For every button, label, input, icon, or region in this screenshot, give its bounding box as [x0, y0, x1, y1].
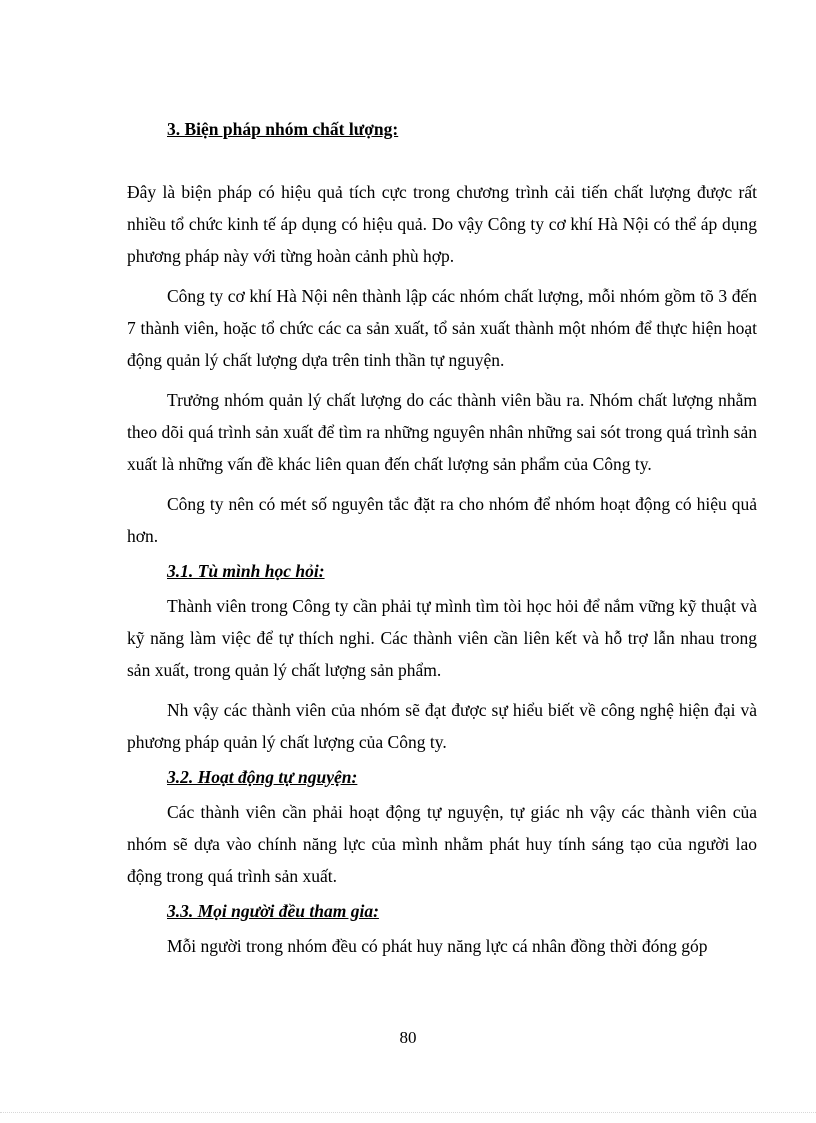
- subsection-heading: 3.1. Tù mình học hỏi:: [167, 561, 325, 581]
- paragraph-text: Nh vậy các thành viên của nhóm sẽ đạt được sự hiểu biết về công nghệ hiện đại và phương pháp quản lý chất lượng của Công ty.: [127, 700, 757, 752]
- paragraph-text: Công ty nên có mét số nguyên tắc đặt ra cho nhóm để nhóm hoạt động có hiệu quả hơn.: [127, 494, 757, 546]
- paragraph: [127, 694, 757, 758]
- paragraph-text: Công ty cơ khí Hà Nội nên thành lập các nhóm chất lượng, mỗi nhóm gồm tõ 3 đến 7 thành viên, hoặc tổ chức các ca sản xuất, tổ sản xuất thành một nhóm để thực hiện hoạt động quản lý chất lượng dựa trên tinh thần tự nguyện.: [127, 286, 757, 370]
- paragraph: [127, 930, 757, 962]
- subsection-heading: 3.2. Hoạt động tự nguyện:: [167, 767, 358, 787]
- page-content: [127, 118, 757, 970]
- paragraph-text: Mỗi người trong nhóm đều có phát huy năng lực cá nhân đồng thời đóng góp: [167, 936, 708, 956]
- paragraph-text: Thành viên trong Công ty cần phải tự mình tìm tòi học hỏi để nắm vững kỹ thuật và kỹ năng làm việc để tự thích nghi. Các thành viên cần liên kết và hỗ trợ lẫn nhau trong sản xuất, trong quản lý chất lượng sản phẩm.: [127, 596, 757, 680]
- paragraph: [127, 796, 757, 892]
- paragraph: [127, 488, 757, 552]
- paragraph: [127, 144, 757, 272]
- paragraph: [127, 590, 757, 686]
- page-number: 80: [399, 1028, 417, 1047]
- page-bottom-divider: [0, 1112, 816, 1113]
- section-heading: 3. Biện pháp nhóm chất lượng:: [167, 119, 399, 139]
- paragraph-text: Trưởng nhóm quản lý chất lượng do các thành viên bầu ra. Nhóm chất lượng nhằm theo dõi quá trình sản xuất để tìm ra những nguyên nhân những sai sót trong quá trình sản xuất là những vấn đề khác liên quan đến chất lượng sản phẩm của Công ty.: [127, 390, 757, 474]
- subsection-heading: 3.3. Mọi người đều tham gia:: [167, 901, 379, 921]
- paragraph: [127, 280, 757, 376]
- paragraph: [127, 384, 757, 480]
- paragraph-text: Đây là biện pháp có hiệu quả tích cực trong chương trình cải tiến chất lượng được rất nhiều tổ chức kinh tế áp dụng có hiệu quả. Do vậy Công ty cơ khí Hà Nội có thể áp dụng phương pháp này với từng hoàn cảnh phù hợp.: [127, 182, 757, 266]
- paragraph-text: Các thành viên cần phải hoạt động tự nguyện, tự giác nh vậy các thành viên của nhóm sẽ dựa vào chính năng lực của mình nhằm phát huy tính sáng tạo của người lao động trong quá trình sản xuất.: [127, 802, 757, 886]
